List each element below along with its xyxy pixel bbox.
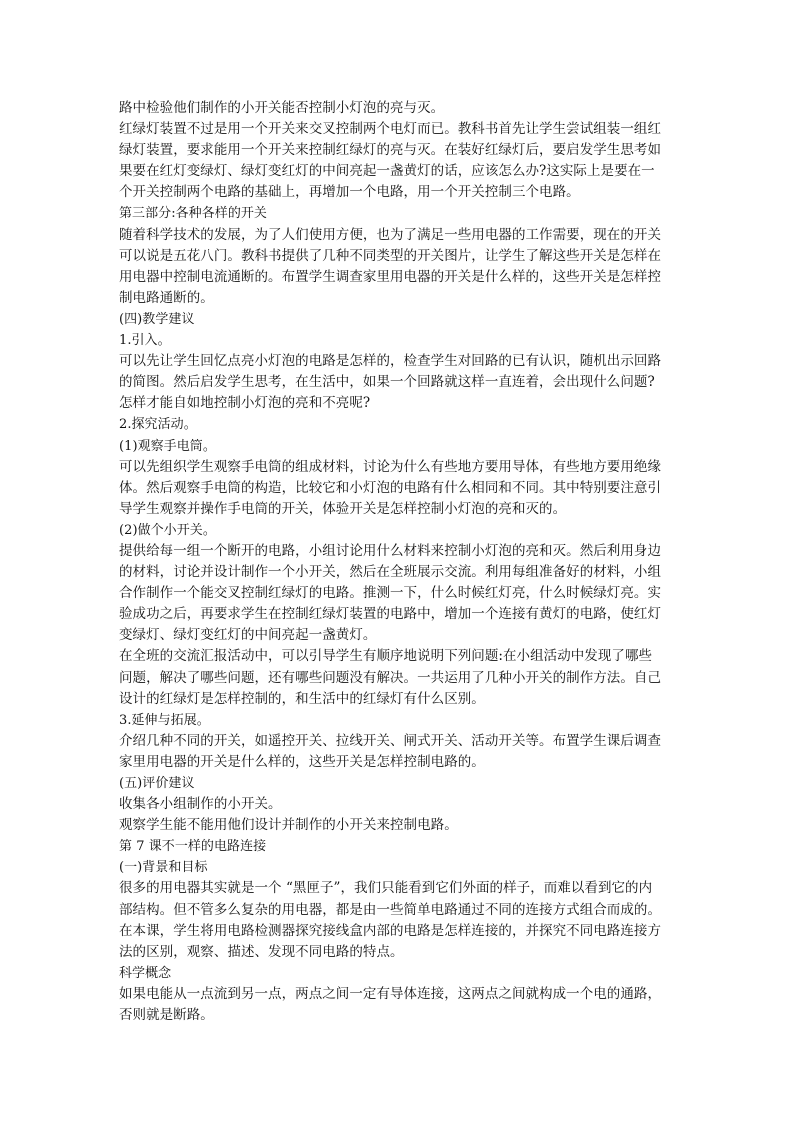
text-line: 绿灯装置，要求能用一个开关来控制红绿灯的亮与灭。在装好红绿灯后，要启发学生思考如 <box>119 142 661 159</box>
text-line: 可以说是五花八门。教科书提供了几种不同类型的开关图片，让学生了解这些开关是怎样在 <box>119 247 661 264</box>
text-line: 的简图。然后启发学生思考，在生活中，如果一个回路就这样一直连着，会出现什么问题? <box>119 374 655 391</box>
text-line: 家里用电器的开关是什么样的，这些开关是怎样控制电路的。 <box>119 753 485 770</box>
text-line: 法的区别，观察、描述、发现不同电路的特点。 <box>119 943 404 960</box>
text-line: 路中检验他们制作的小开关能否控制小灯泡的亮与灭。 <box>119 100 445 116</box>
text-line: 观察学生能不能用他们设计并制作的小开关来控制电路。 <box>119 817 458 834</box>
text-line: 可以先组织学生观察手电筒的组成材料，讨论为什么有些地方要用导体，有些地方要用绝缘 <box>119 458 661 475</box>
text-line: 制电路通断的。 <box>119 289 214 306</box>
subsection-heading: 2.探究活动。 <box>119 417 197 433</box>
text-line: 如果电能从一点流到另一点，两点之间一定有导体连接，这两点之间就构成一个电的通路， <box>119 985 661 1002</box>
text-line: 体。然后观察手电筒的构造，比较它和小灯泡的电路有什么相同和不同。其中特别要注意引 <box>119 479 661 496</box>
lesson-title: 第 7 课不一样的电路连接 <box>119 839 267 855</box>
text-line: 随着科学技术的发展，为了人们使用方便，也为了满足一些用电器的工作需要，现在的开关 <box>119 226 661 243</box>
subsection-heading: (2)做个小开关。 <box>119 522 216 538</box>
text-line: 果要在红灯变绿灯、绿灯变红灯的中间亮起一盏黄灯的话，应该怎么办?这实际上是要在一 <box>119 163 655 180</box>
text-line: 介绍几种不同的开关，如遥控开关、拉线开关、闸式开关、活动开关等。布置学生课后调查 <box>119 732 661 749</box>
text-line: 的材料，讨论并设计制作一个小开关，然后在全班展示交流。利用每组准备好的材料，小组 <box>119 564 661 581</box>
text-line: 合作制作一个能交叉控制红绿灯的电路。推测一下，什么时候红灯亮，什么时候绿灯亮。实 <box>119 585 661 602</box>
section-heading: (四)教学建议 <box>119 311 195 327</box>
subsection-heading: 1.引入。 <box>119 333 171 349</box>
text-line: 用电器中控制电流通断的。布置学生调查家里用电器的开关是什么样的，这些开关是怎样控 <box>119 268 661 285</box>
text-line: 在本课，学生将用电路检测器探究接线盒内部的电路是怎样连接的，并探究不同电路连接方 <box>119 922 661 939</box>
text-line: 否则就是断路。 <box>119 1007 214 1024</box>
text-line: 可以先让学生回忆点亮小灯泡的电路是怎样的，检查学生对回路的已有认识，随机出示回路 <box>119 353 661 370</box>
text-line: 问题，解决了哪些问题，还有哪些问题没有解决。一共运用了几种小开关的制作方法。自己 <box>119 669 661 686</box>
section-heading: (一)背景和目标 <box>119 860 208 876</box>
text-line: 个开关控制两个电路的基础上，再增加一个电路，用一个开关控制三个电路。 <box>119 184 580 201</box>
subsection-heading: 3.延伸与拓展。 <box>119 712 210 728</box>
text-line: 提供给每一组一个断开的电路，小组讨论用什么材料来控制小灯泡的亮和灭。然后利用身边 <box>119 542 661 559</box>
text-line: 红绿灯装置不过是用一个开关来交叉控制两个电灯而已。教科书首先让学生尝试组装一组红 <box>119 121 661 138</box>
document-page <box>119 98 677 1026</box>
text-line: 很多的用电器其实就是一个 “黑匣子”，我们只能看到它们外面的样子，而难以看到它的内 <box>119 880 653 897</box>
subsection-heading: 科学概念 <box>119 965 172 981</box>
section-heading: 第三部分:各种各样的开关 <box>119 206 267 222</box>
section-heading: (五)评价建议 <box>119 776 195 791</box>
text-line: 变绿灯、绿灯变红灯的中间亮起一盏黄灯。 <box>119 627 377 644</box>
text-line: 部结构。但不管多么复杂的用电器，都是由一些简单电路通过不同的连接方式组合而成的。 <box>119 901 661 918</box>
text-line: 怎样才能自如地控制小灯泡的亮和不亮呢? <box>119 395 371 412</box>
text-line: 设计的红绿灯是怎样控制的，和生活中的红绿灯有什么区别。 <box>119 690 485 707</box>
subsection-heading: (1)观察手电筒。 <box>119 438 216 454</box>
text-line: 导学生观察并操作手电筒的开关，体验开关是怎样控制小灯泡的亮和灭的。 <box>119 500 567 517</box>
text-line: 收集各小组制作的小开关。 <box>119 796 282 813</box>
text-line: 在全班的交流汇报活动中，可以引导学生有顺序地说明下列问题:在小组活动中发现了哪些 <box>119 648 653 665</box>
text-line: 验成功之后，再要求学生在控制红绿灯装置的电路中，增加一个连接有黄灯的电路，使红灯 <box>119 606 661 623</box>
